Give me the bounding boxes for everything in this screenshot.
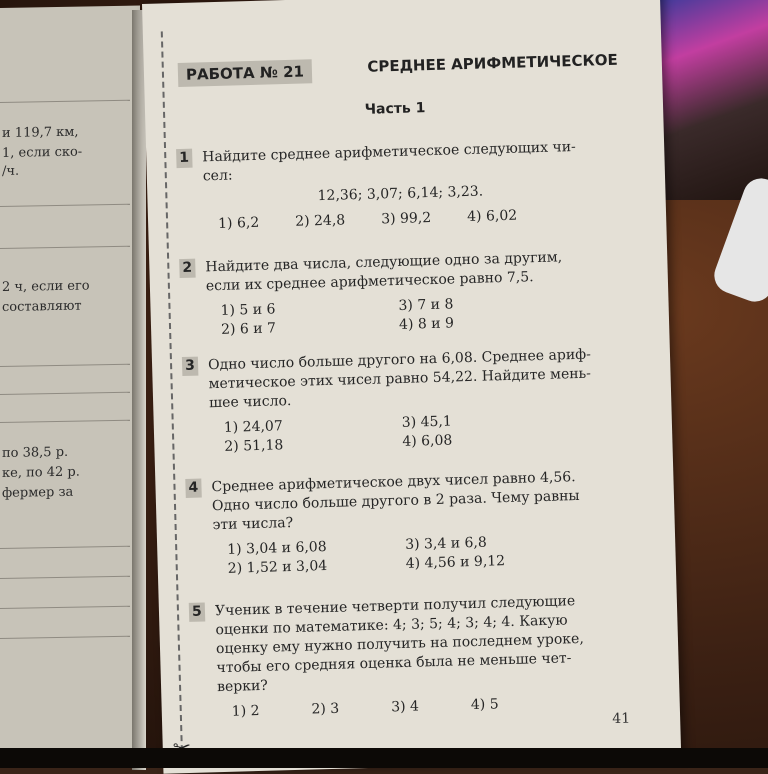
book-gutter [132, 10, 146, 770]
task-number: 2 [179, 259, 195, 278]
task-4 [185, 467, 608, 580]
left-text: составляют [2, 298, 82, 315]
divider-line [0, 420, 130, 423]
divider-line [0, 636, 130, 639]
task-text: Найдите два числа, следующие одно за другим, [205, 249, 563, 276]
task-3 [182, 345, 605, 458]
task-text: верки? [216, 677, 269, 696]
task-number: 3 [182, 357, 198, 376]
task-text: Среднее арифметическое двух чисел равно 4,56. [211, 469, 576, 496]
divider-line [0, 246, 130, 249]
left-text: 1, если ско- [2, 144, 83, 161]
answer-option[interactable]: 2) 3 [311, 700, 340, 718]
left-text: фермер за [2, 484, 74, 501]
divider-line [0, 576, 130, 579]
page-number: 41 [612, 710, 631, 728]
task-text: если их среднее арифметическое равно 7,5. [205, 269, 534, 295]
task-text: метическое этих чисел равно 54,22. Найдите мень- [208, 365, 592, 393]
divider-line [0, 364, 130, 367]
task-text: Ученик в течение четверти получил следующие [214, 593, 576, 620]
task-text: чтобы его средняя оценка была не меньше чет- [216, 650, 572, 677]
work-number: РАБОТА № 21 [178, 59, 313, 87]
answer-option[interactable]: 1) 2 [231, 702, 260, 720]
task-text: сел: [202, 167, 233, 185]
task-number: 5 [189, 602, 205, 621]
task-expression: 12,36; 3,07; 6,14; 3,23. [317, 183, 484, 205]
answer-option[interactable]: 2) 24,8 [295, 212, 346, 230]
answer-option[interactable]: 3) 99,2 [380, 210, 432, 228]
answer-options [218, 204, 598, 234]
task-number: 4 [185, 479, 201, 498]
divider-line [0, 606, 130, 609]
answer-option[interactable]: 2) 6 и 7 [220, 320, 277, 338]
answer-option[interactable]: 1) 6,2 [217, 214, 260, 232]
task-text: Найдите среднее арифметическое следующих чи- [202, 138, 576, 166]
left-text: 2 ч, если его [2, 278, 90, 295]
cut-line [161, 31, 183, 751]
page-header [178, 51, 619, 91]
task-text: оценку ему нужно получить на последнем уроке, [215, 630, 585, 658]
task-1 [176, 137, 598, 235]
task-5 [189, 591, 612, 723]
answer-option[interactable]: 4) 8 и 9 [398, 315, 455, 333]
divider-line [0, 392, 130, 395]
task-text: оценки по математике: 4; 3; 5; 4; 3; 4; 4. Какую [215, 612, 568, 639]
answer-option[interactable]: 3) 45,1 [401, 413, 453, 431]
answer-option[interactable]: 4) 6,02 [466, 207, 518, 226]
topic-title: СРЕДНЕЕ АРИФМЕТИЧЕСКОЕ [367, 50, 618, 76]
task-number: 1 [176, 149, 192, 168]
answer-option[interactable]: 3) 3,4 и 6,8 [404, 534, 487, 553]
answer-option[interactable]: 1) 24,07 [223, 418, 283, 436]
answer-option[interactable]: 1) 3,04 и 6,08 [227, 539, 327, 558]
task-2 [179, 247, 601, 341]
answer-options [227, 530, 608, 579]
answer-options [232, 692, 612, 722]
task-text: Одно число больше другого на 6,08. Среднее ариф- [207, 346, 592, 374]
table-shadow [0, 748, 768, 768]
answer-option[interactable]: 3) 7 и 8 [398, 296, 454, 314]
answer-options [224, 408, 605, 457]
right-page [142, 0, 681, 774]
task-text: Одно число больше другого в 2 раза. Чему равны [211, 487, 580, 515]
left-text: /ч. [2, 163, 20, 179]
divider-line [0, 100, 130, 103]
answer-option[interactable]: 2) 51,18 [224, 437, 284, 455]
answer-option[interactable]: 1) 5 и 6 [220, 301, 276, 319]
answer-option[interactable]: 3) 4 [390, 698, 420, 716]
left-page [0, 6, 140, 768]
answer-options [220, 291, 601, 340]
divider-line [0, 204, 130, 207]
left-text: ке, по 42 р. [2, 464, 80, 481]
left-text: и 119,7 км, [2, 124, 79, 141]
left-text: по 38,5 р. [2, 444, 69, 461]
answer-option[interactable]: 4) 6,08 [402, 432, 453, 450]
part-title: Часть 1 [364, 100, 426, 118]
answer-option[interactable]: 4) 4,56 и 9,12 [405, 553, 506, 572]
task-text: эти числа? [212, 514, 294, 534]
task-text: шее число. [208, 392, 292, 412]
divider-line [0, 546, 130, 549]
answer-option[interactable]: 4) 5 [470, 696, 499, 714]
answer-option[interactable]: 2) 1,52 и 3,04 [227, 558, 328, 577]
